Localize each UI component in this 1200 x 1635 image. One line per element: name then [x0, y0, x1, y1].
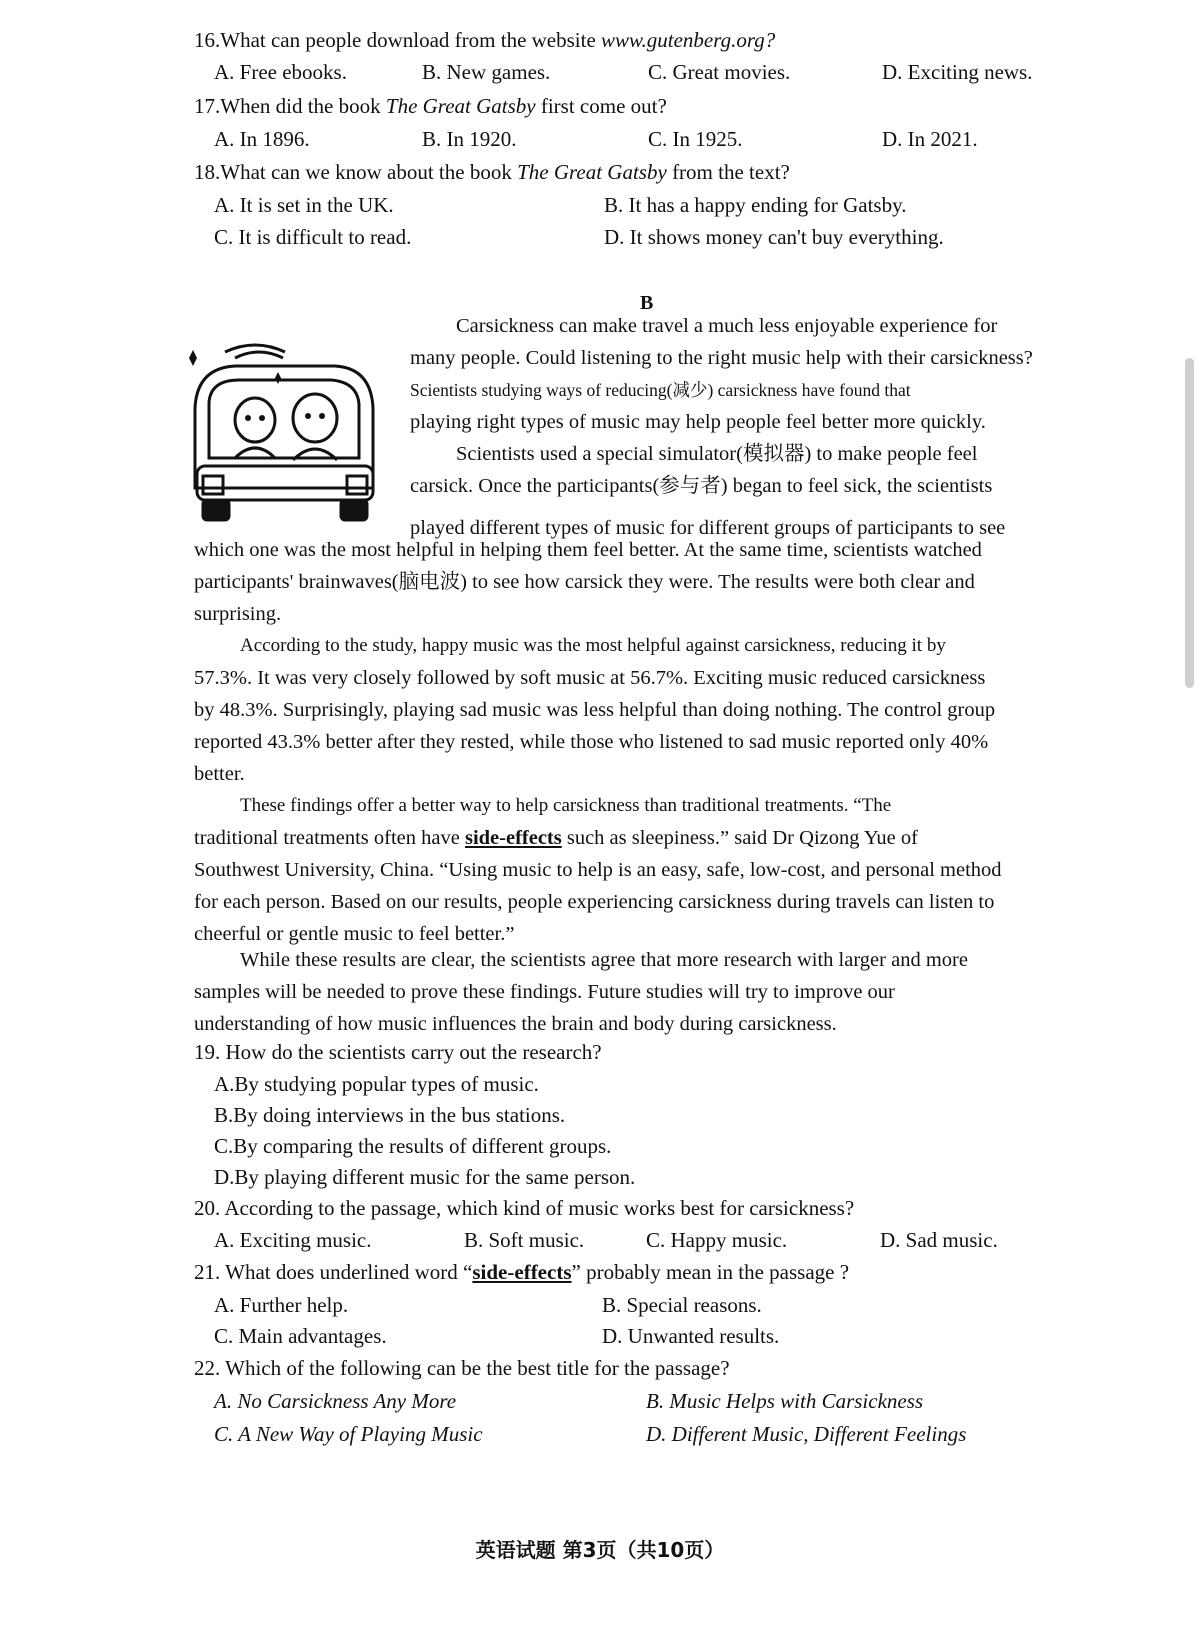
- q21-option-d[interactable]: D. Unwanted results.: [602, 1324, 780, 1348]
- passage-p5-line-2: samples will be needed to prove these findings. Future studies will try to improve our: [194, 981, 895, 1003]
- passage-p4-line-3: Southwest University, China. “Using music to help is an easy, safe, low-cost, and personal method: [194, 859, 1002, 881]
- passage-p1-line-2: many people. Could listening to the right music help with their carsickness?: [410, 347, 1033, 369]
- passage-p5: [194, 944, 1074, 1040]
- passage-p4-line-2: [194, 822, 1074, 854]
- passage-p4-line-2-post: such as sleepiness.” said Dr Qizong Yue of: [566, 827, 918, 849]
- q22-option-a[interactable]: A. No Carsickness Any More: [214, 1389, 457, 1413]
- section-b-heading: B: [640, 292, 654, 314]
- passage-p2-line-3: played different types of music for different groups of participants to see: [410, 517, 1006, 539]
- q20-option-c[interactable]: C. Happy music.: [646, 1228, 788, 1252]
- q18-option-b[interactable]: B. It has a happy ending for Gatsby.: [604, 193, 907, 217]
- question-22-stem: 22. Which of the following can be the best title for the passage?: [194, 1356, 730, 1380]
- q18-book-title: The Great Gatsby: [517, 160, 667, 184]
- passage-p4: [194, 790, 1074, 950]
- q21-option-c[interactable]: C. Main advantages.: [214, 1324, 387, 1348]
- passage-p2-line-5: participants' brainwaves(脑电波) to see how carsick they were. The results were both clear and: [194, 571, 975, 593]
- page-footer: 英语试题 第3页（共10页）: [475, 1538, 725, 1562]
- passage-p3-line-5: better.: [194, 763, 245, 785]
- q18-stem-pre: 18.What can we know about the book: [194, 160, 512, 184]
- passage-p4-line-4: for each person. Based on our results, people experiencing carsickness during travels can listen to: [194, 891, 995, 913]
- passage-p1-line-1: Carsickness can make travel a much less enjoyable experience for: [456, 315, 998, 337]
- passage-p3: [194, 630, 1074, 790]
- question-17-stem: [194, 94, 667, 119]
- vertical-scrollbar[interactable]: [1185, 358, 1194, 688]
- passage-p3-line-1: According to the study, happy music was the most helpful against carsickness, reducing it by: [240, 635, 946, 656]
- question-18-stem: [194, 160, 790, 185]
- q20-option-a[interactable]: A. Exciting music.: [214, 1228, 372, 1252]
- q18-stem-post: from the text?: [672, 160, 790, 184]
- passage-p3-line-2: 57.3%. It was very closely followed by soft music at 56.7%. Exciting music reduced carsickness: [194, 667, 986, 689]
- passage-wrapped-block: [410, 310, 1070, 544]
- passage-p4-line-2-pre: traditional treatments often have: [194, 827, 460, 849]
- passage-p2-line-1: Scientists used a special simulator(模拟器) to make people feel: [456, 443, 978, 465]
- q16-option-b[interactable]: B. New games.: [422, 60, 551, 84]
- q17-option-b[interactable]: B. In 1920.: [422, 127, 517, 151]
- carsick-car-illustration-icon: [175, 338, 405, 528]
- q20-option-b[interactable]: B. Soft music.: [464, 1228, 585, 1252]
- q21-stem-post: ” probably mean in the passage ?: [571, 1260, 850, 1284]
- passage-p5-line-1: While these results are clear, the scientists agree that more research with larger and more: [240, 949, 968, 971]
- q17-option-c[interactable]: C. In 1925.: [648, 127, 743, 151]
- q17-book-title: The Great Gatsby: [385, 94, 536, 118]
- passage-p2-continued: [194, 534, 1074, 630]
- q20-option-d[interactable]: D. Sad music.: [880, 1228, 998, 1252]
- passage-p3-line-4: reported 43.3% better after they rested, while those who listened to sad music reported only 40%: [194, 731, 989, 753]
- question-21-stem: [194, 1260, 849, 1285]
- passage-p2-line-2: carsick. Once the participants(参与者) began to feel sick, the scientists: [410, 475, 993, 497]
- q21-underlined-word: side-effects: [472, 1260, 572, 1284]
- q21-stem-pre: 21. What does underlined word “: [194, 1260, 473, 1284]
- q22-option-c[interactable]: C. A New Way of Playing Music: [214, 1422, 483, 1446]
- q21-option-b[interactable]: B. Special reasons.: [602, 1293, 762, 1317]
- passage-p4-line-1: These findings offer a better way to help carsickness than traditional treatments. “The: [240, 795, 892, 816]
- q18-option-c[interactable]: C. It is difficult to read.: [214, 225, 412, 249]
- q19-option-d[interactable]: D.By playing different music for the same person.: [214, 1165, 636, 1189]
- question-20-stem: 20. According to the passage, which kind of music works best for carsickness?: [194, 1196, 855, 1220]
- q17-option-a[interactable]: A. In 1896.: [214, 127, 310, 151]
- q16-website: www.gutenberg.org?: [601, 28, 776, 52]
- passage-p5-line-3: understanding of how music influences the brain and body during carsickness.: [194, 1013, 837, 1035]
- question-19-stem: 19. How do the scientists carry out the research?: [194, 1040, 602, 1064]
- q19-option-a[interactable]: A.By studying popular types of music.: [214, 1072, 539, 1096]
- passage-p3-line-3: by 48.3%. Surprisingly, playing sad music was less helpful than doing nothing. The control group: [194, 699, 996, 721]
- q17-option-d[interactable]: D. In 2021.: [882, 127, 978, 151]
- question-16-stem: [194, 28, 775, 53]
- underlined-word-side-effects: side-effects: [464, 827, 562, 849]
- q22-option-d[interactable]: D. Different Music, Different Feelings: [646, 1422, 967, 1446]
- q17-stem-post: first come out?: [540, 94, 667, 118]
- passage-p1-line-3: Scientists studying ways of reducing(减少) carsickness have found that: [410, 380, 911, 400]
- q22-option-b[interactable]: B. Music Helps with Carsickness: [646, 1389, 924, 1413]
- q18-option-a[interactable]: A. It is set in the UK.: [214, 193, 394, 217]
- passage-p2-line-4: which one was the most helpful in helping them feel better. At the same time, scientists watched: [194, 539, 982, 561]
- q16-stem-text: 16.What can people download from the website: [194, 28, 596, 52]
- q17-stem-pre: 17.When did the book: [194, 94, 381, 118]
- q19-option-b[interactable]: B.By doing interviews in the bus stations.: [214, 1103, 566, 1127]
- q21-option-a[interactable]: A. Further help.: [214, 1293, 349, 1317]
- q18-option-d[interactable]: D. It shows money can't buy everything.: [604, 225, 944, 249]
- q19-option-c[interactable]: C.By comparing the results of different groups.: [214, 1134, 612, 1158]
- q16-option-a[interactable]: A. Free ebooks.: [214, 60, 347, 84]
- passage-p1-line-4: playing right types of music may help people feel better more quickly.: [410, 411, 986, 433]
- passage-p2-line-6: surprising.: [194, 603, 282, 625]
- passage-p4-line-5: cheerful or gentle music to feel better.”: [194, 923, 515, 945]
- q16-option-d[interactable]: D. Exciting news.: [882, 60, 1033, 84]
- q16-option-c[interactable]: C. Great movies.: [648, 60, 791, 84]
